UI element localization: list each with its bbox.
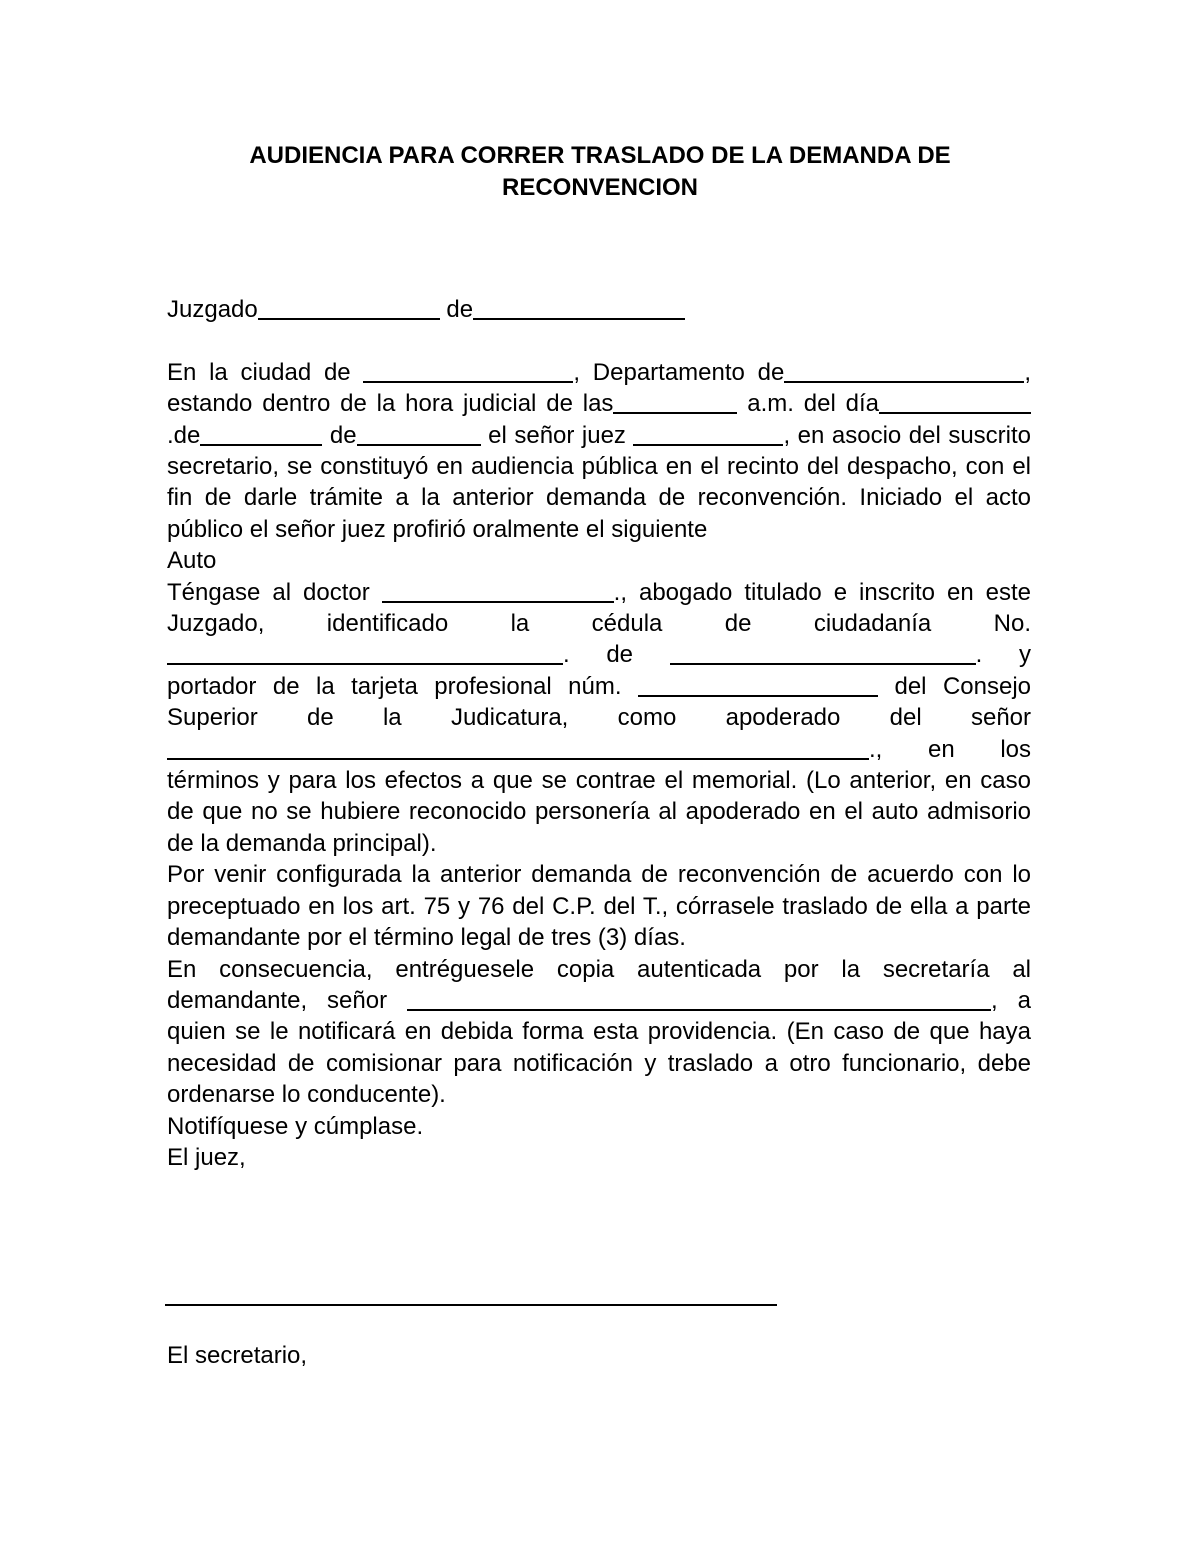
juzgado-label: Juzgado (167, 296, 258, 323)
blank-juez (633, 422, 783, 446)
blank-tarjeta (638, 673, 878, 697)
closing-text: Notifíquese y cúmplase. (167, 1112, 424, 1140)
de-label: de (446, 296, 474, 323)
blank-doctor (382, 579, 614, 603)
blank-de (473, 296, 685, 320)
paragraph-attorney (167, 577, 1031, 860)
title-line-1: AUDIENCIA PARA CORRER TRASLADO DE LA DEMANDA DE (249, 142, 951, 169)
p2-text-4: . y portador de la tarjeta profesional núm. (167, 641, 1031, 700)
paragraph-hearing (167, 357, 1031, 545)
p1-text-4: a.m. del día (747, 390, 880, 418)
document-title (160, 140, 1040, 204)
blank-mes (200, 422, 322, 446)
p1-text-3: , estando dentro de la hora judicial de las (167, 358, 1031, 418)
auto-heading: Auto (167, 547, 217, 575)
blank-juzgado (258, 296, 440, 320)
p1-text-6: de (329, 421, 357, 449)
p1-text-5: .de (167, 421, 201, 449)
p2-text-1: Téngase al doctor (167, 578, 370, 606)
blank-anio (357, 422, 481, 446)
judge-label: El juez, (167, 1143, 246, 1171)
p2-text-6: ., en los términos y para los efectos a que se contrae el memorial. (Lo anterior, en caso de que no se hubiere reconocido personería al apoderado en el auto admisorio de la demanda principal). (167, 735, 1031, 857)
blank-ciudad (363, 359, 573, 383)
blank-expedida (670, 641, 976, 665)
p2-text-2: ., abogado titulado e inscrito en este Juzgado, identificado la cédula de ciudadanía No. (167, 578, 1032, 638)
p2-text-5: del Consejo Superior de la Judicatura, como apoderado del señor (167, 672, 1032, 732)
p1-text-8: , en asocio del suscrito secretario, se constituyó en audiencia pública en el recinto del despacho, con el fin de darle trámite a la anterior demanda de reconvención. Iniciado el acto público el señor juez profirió oralmente el siguiente (167, 421, 1032, 543)
court-header (167, 294, 1031, 325)
p1-text-1: En la ciudad de (167, 358, 351, 386)
blank-hora (613, 390, 737, 414)
blank-departamento (784, 359, 1024, 383)
p1-text-2: , Departamento de (573, 358, 785, 386)
p1-text-7: el señor juez (488, 421, 626, 449)
p4-text-1: En consecuencia, entréguesele copia autenticada por la secretaría al demandante, señor (167, 955, 1031, 1014)
blank-demandante (407, 987, 991, 1011)
title-line-2: RECONVENCION (501, 174, 699, 201)
blank-dia (879, 390, 1031, 414)
judge-signature-line (165, 1304, 777, 1306)
paragraph-traslado: Por venir configurada la anterior demanda de reconvención de acuerdo con lo preceptuado en los art. 75 y 76 del C.P. del T., córrasele traslado de ella a parte demandante por el término legal de tres (3) días. (167, 861, 1031, 952)
blank-cedula (167, 641, 563, 665)
p2-text-3: . de (563, 641, 634, 669)
blank-poderdante (167, 736, 869, 760)
paragraph-consecuencia (167, 954, 1031, 1111)
document-body (167, 294, 1031, 1173)
p4-text-2: , a quien se le notificará en debida forma esta providencia. (En caso de que haya necesidad de comisionar para notificación y traslado a otro funcionario, debe ordenarse lo conducente). (167, 986, 1032, 1109)
secretary-label: El secretario, (167, 1342, 308, 1369)
